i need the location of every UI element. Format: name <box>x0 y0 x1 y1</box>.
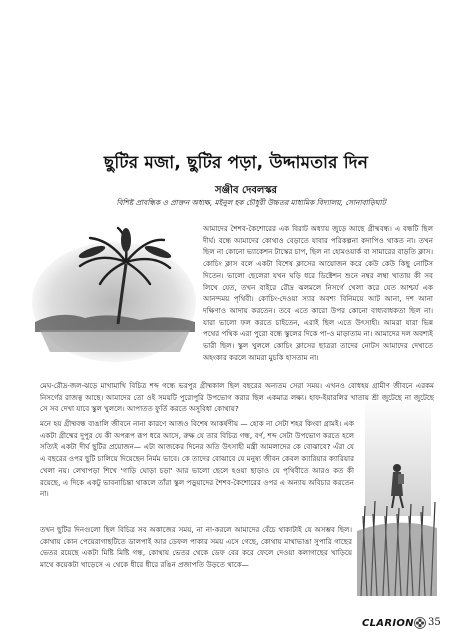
paragraph-4: তখন ছুটির দিনগুলো ছিল বিচিত্র সব অকাজের সময়, না না-করলে আমাদের বেঁচে থাকাটাই যে অসম্ভব ছিল। কোথায় কোন পেয়েরাগাছটিতে ডালপাই আর ডেফল পাকার সময় এসে গেছে, কোথায় মাথাভাঙা সুপারি গাছের ভেতর রয়েছে একটা মিষ্টি মিষ্টি গন্ধ, কোথায় ভেতর থেকে ডেফ বের করে ফেলে দেওয়া কলাগাছের খাড়িয়ে মাথে কয়েকটা খাড়েসে এ থেকে ধীরে ধীরে রঙিন প্রজাপতি উড়তে থাকে— <box>40 525 352 570</box>
clarion-logo: CLARION <box>362 618 414 629</box>
paragraph-3: মনে হয় গ্রীষ্মবন্ধ বাঙালি জীবনে নানা কারণে আজও বিশেষ আকর্ষণীয় — হোক না সেটা শহর কিংবা গ্রামই। এক একটা গ্রীষ্মের দুপুর যে কী অপরূপ রূপ ধরে আসে, রুক্ষ যে তার বিচিত্র গন্ধ, বর্ণ, শব্দ সেটা উপভোগ করতে হলে সত্যিই একটা দীর্ঘ ছুটির প্রয়োজন— এটা আজকের দিনের অতি উৎসাহী মন্ত্রী আমলাদের কে বোঝাবে? এঁরা যে এ বছরের ওপর ছুটি চালিয়ে দিয়েছেন নির্মম ভাবে। কে তাদের বোঝাবে যে মনুষ্য জীবন কেবল ক্যারিয়ার ক্যারিয়ার খেলা নয়। লেখাপড়া শিখে 'গাড়ি ঘোড়া চড়া' আর ভালো ছেলে হওয়া ছাড়াও যে পৃথিবীতে আরও কত কী রয়েছে, এ দিকে একটু ভাবনাচিন্তা থাকলে তাঁরা স্কুল পড়ুয়াদের শৈশব-কৈশোরের ওপর এ অন্যায় অবিচার করতেন না। <box>40 419 354 499</box>
paragraph-2: মেঘ-রৌদ্র-জল-ঝড়ে মাখামাখি বিচিত্র শব্দ গন্ধে ভরপুর গ্রীষ্মকাল ছিল বছরের অন্যতম সেরা সময়। এখনও বোধহয় গ্রামীণ জীবনে এরকম নিসর্গের রাজত্ব আছে। আমাদের তো ওই সময়টি পুরোপুরি উপভোগ করার ছিল একমাত্র লক্ষ্য। হাফ-ইয়ারলির খাতায় শ্রী জুটেছে না জুটেছে সে সব দেখা যাবে স্কুল খুললে। আপাতত ফুর্তি করতে অসুবিধা কোথায়? <box>40 381 434 414</box>
page-number: 35 <box>428 617 441 628</box>
paragraph-1: আমাদের শৈশব-কৈশোরের এক বিরাট অধ্যায় জুড়ে আছে গ্রীষ্মবন্ধ। এ বন্ধটি ছিল দীর্ঘ। বন্ধে আমাদের কোথাও বেড়াতে যাবার পরিকল্পনা কদাপিও থাকত না। তখন ছিল না কোনো ভ্যাকেশন টাস্কের চাপ, ছিল না হোমওয়ার্ক বা সামারের বাড়তি ক্লাস। কোচিং ক্লাস বলে একটা বিশেষ ক্লাসের আয়োজন করে কেউ কেউ কিছু নোটিস দিতেন। ভালো ছেলেরা যখন ঘড়ি ধরে ডিক্টেশন শুনে নম্বর লম্বা খাতায় কী সব লিখে যেত, তখন বাইরে রৌদ্র ঝলমলে নিসর্গে খেলা করে যেত আশ্চর্য এক আনন্দময় পৃথিবী। কোচিং-দেওয়া স্যার অবশ্য বিনিময়ে আট আনা, দশ আনা দক্ষিণাও আদায় করতেন। তবে এতে কারো উপর কোনো বাধ্যবাধকতা ছিল না। যারা ভালো ফল করতে চাইতেন, এরাই ছিল এতে উৎসাহী। আমরা যারা ভিন্ন পথের পথিক এরা পুরো বন্ধে স্কুলের দিকে পা-ও মাড়াতাম না। আমাদের দল অবশ্যই ভারী ছিল। স্কুল খুললে কোচিং ক্লাসের ছাত্ররা তাদের নোটস আমাদের দেখাতে অহংকার করলে আমরা মুচকি হাসতাম না। <box>203 224 433 362</box>
article-author: সঞ্জীব দেবলস্কর <box>214 185 278 196</box>
palm-tree-photo <box>30 222 198 364</box>
author-affiliation: বিশিষ্ট প্রাবন্ধিক ও প্রাক্তন অধ্যক্ষ, মইনুল হক চৌধুরী উচ্চতর মাধ্যমিক বিদ্যালয়, সোনাবাড়িঘাট <box>116 198 386 207</box>
article-title: ছুটির মজা, ছুটির পড়া, উদ্দামতার দিন <box>103 153 369 173</box>
flower-emblem-icon <box>414 617 426 629</box>
